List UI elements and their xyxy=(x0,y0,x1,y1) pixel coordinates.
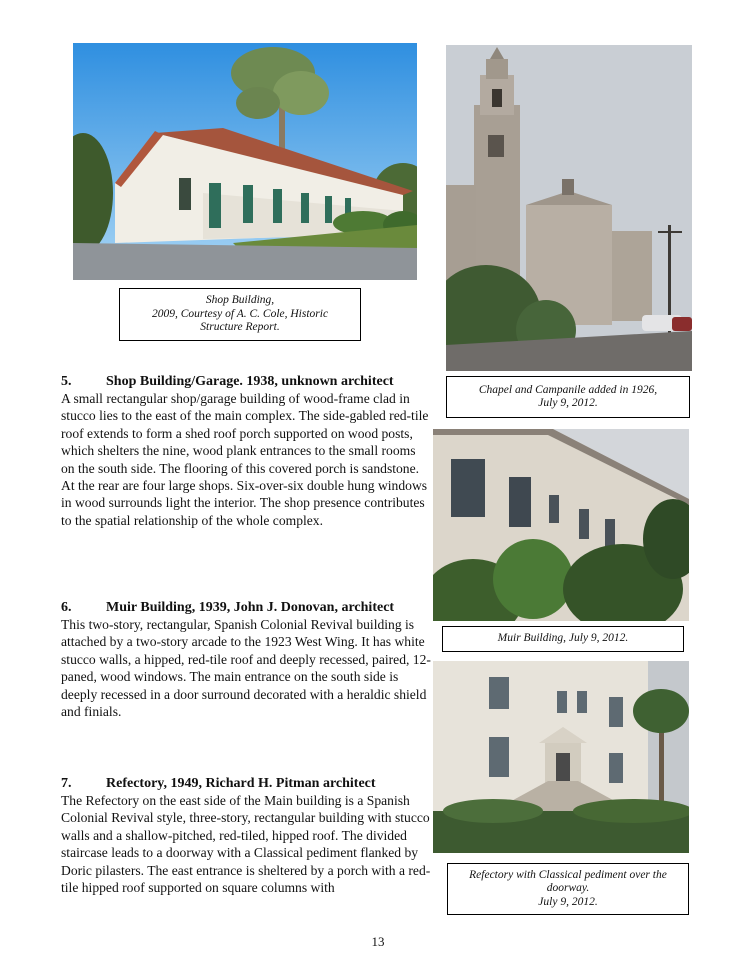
section-refectory xyxy=(61,775,431,896)
caption-line: doorway. xyxy=(546,882,590,895)
chapel-campanile-caption xyxy=(446,376,690,418)
section-heading xyxy=(61,599,431,616)
chapel-campanile-photo xyxy=(446,45,692,371)
section-title: Muir Building, 1939, John J. Donovan, architect xyxy=(106,600,395,615)
section-heading xyxy=(61,775,431,792)
caption-line: July 9, 2012. xyxy=(538,397,598,409)
muir-building-photo xyxy=(433,429,689,621)
section-number: 5. xyxy=(61,374,72,389)
caption-line: 2009, Courtesy of A. C. Cole, Historic xyxy=(151,307,329,320)
muir-building-caption xyxy=(442,626,684,652)
section-number: 7. xyxy=(61,776,72,791)
shop-building-photo xyxy=(73,43,417,280)
section-heading xyxy=(61,373,431,390)
section-body: The Refectory on the east side of the Main building is a Spanish Colonial Revival style, three-story, rectangular building with stucco walls and a shallow-pitched, red-tiled, hipped roof. The divided staircase leads to a doorway with a Classical pediment flanked by Doric pilasters. The east entrance is sheltered by a porch with a red-tile hipped roof supported on square columns with xyxy=(61,793,431,896)
section-number: 6. xyxy=(61,600,72,615)
caption-line: Refectory with Classical pediment over the xyxy=(469,868,667,881)
refectory-caption xyxy=(447,863,689,915)
section-shop-building xyxy=(61,373,431,529)
caption-line: July 9, 2012. xyxy=(538,895,598,908)
refectory-photo xyxy=(433,661,689,853)
section-title: Shop Building/Garage. 1938, unknown architect xyxy=(106,374,394,389)
section-muir-building xyxy=(61,599,431,720)
section-body: This two-story, rectangular, Spanish Colonial Revival building is attached by a two-story arcade to the 1923 West Wing. It has white stucco walls, a hipped, red-tile roof and deeply recessed, paired, 12-paned, wood windows. The main entrance on the south side is deeply recessed in a door surround decorated with a heraldic shield and finials. xyxy=(61,617,431,720)
section-title: Refectory, 1949, Richard H. Pitman architect xyxy=(106,776,376,791)
caption-line: Muir Building, July 9, 2012. xyxy=(497,632,629,645)
caption-line: Chapel and Campanile added in 1926, xyxy=(478,383,658,396)
caption-line: Structure Report. xyxy=(200,321,280,334)
page-number: 13 xyxy=(371,934,385,949)
shop-building-caption xyxy=(119,288,361,341)
caption-line: Shop Building, xyxy=(205,294,275,307)
section-body: A small rectangular shop/garage building of wood-frame clad in stucco lies to the east of the main complex. The side-gabled red-tile roof extends to form a shed roof porch supported on wood posts, which shelters the nine, wood plank entrances to the small rooms on the south side. The flooring of this covered porch is sandstone. At the rear are four large shops. Six-over-six double hung windows in wood surrounds light the interior. The shop presence contributes to the spatial relationship of the whole complex. xyxy=(61,391,429,528)
